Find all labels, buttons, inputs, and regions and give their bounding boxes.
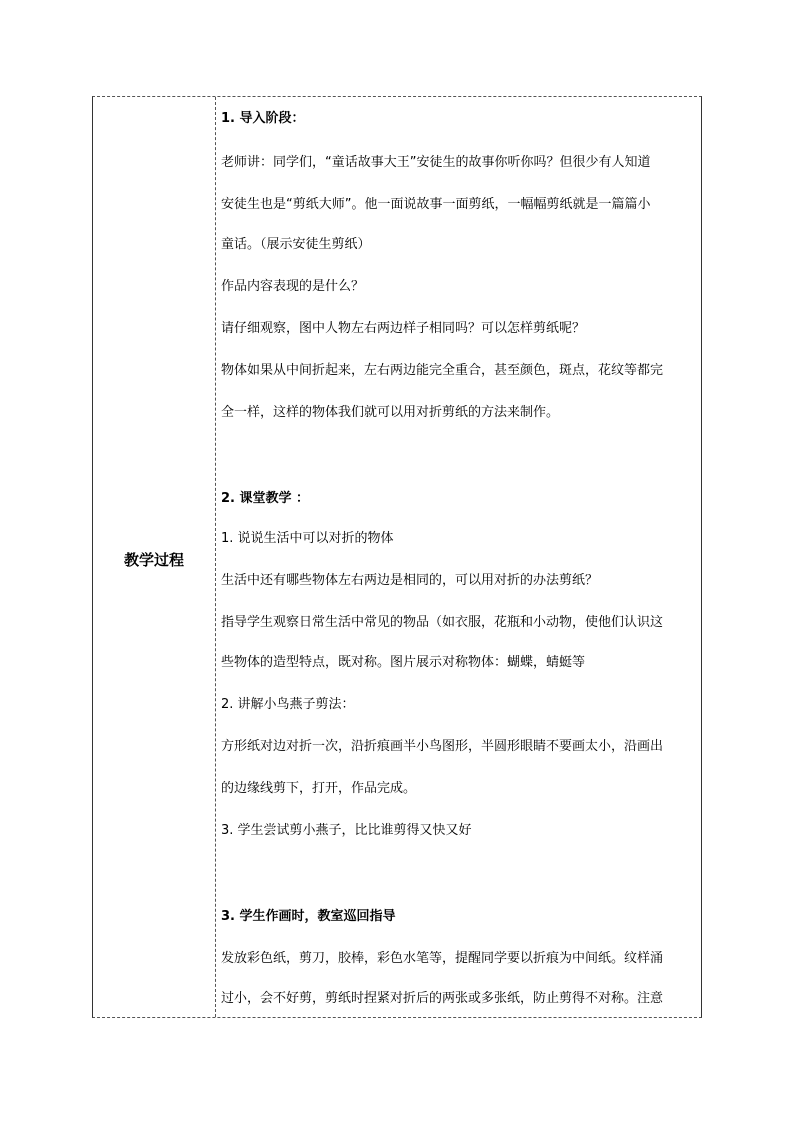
paragraph-line: 3. 学生尝试剪小燕子，比比谁剪得又快又好: [221, 823, 472, 838]
paragraph-line: 的边缘线剪下，打开，作品完成。: [221, 781, 417, 796]
paragraph-line: 生活中还有哪些物体左右两边是相同的，可以用对折的办法剪纸？: [221, 573, 599, 588]
section-heading: 2. 课堂教学 ：: [221, 491, 310, 506]
paragraph-line: 些物体的造型特点，既对称。图片展示对称物体：蝴蝶，蜻蜓等: [221, 655, 586, 670]
label-cell: [93, 97, 215, 1017]
paragraph-line: 老师讲：同学们，“童话故事大王”安徒生的故事你听你吗？但很少有人知道: [221, 155, 651, 170]
paragraph-line: 方形纸对边对折一次，沿折痕画半小鸟图形，半圆形眼睛不要画太小，沿画出: [221, 739, 664, 754]
paragraph-line: 童话。（展示安徒生剪纸）: [221, 237, 371, 252]
paragraph-line: 过小，会不好剪，剪纸时捏紧对折后的两张或多张纸，防止剪得不对称。注意: [221, 991, 664, 1006]
section-heading: 3. 学生作画时，教室巡回指导: [221, 909, 396, 924]
paragraph-line: 1. 说说生活中可以对折的物体: [221, 531, 394, 546]
content-cell: [221, 97, 699, 1017]
paragraph-line: 全一样，这样的物体我们就可以用对折剪纸的方法来制作。: [221, 405, 560, 420]
row-label-teaching-process: 教学过程: [123, 551, 184, 569]
paragraph-line: 发放彩色纸，剪刀，胶棒，彩色水笔等，提醒同学要以折痕为中间纸。纹样涌: [221, 951, 664, 966]
section-heading: 1. 导入阶段：: [221, 111, 305, 126]
lesson-table: [92, 96, 702, 1018]
paragraph-line: 物体如果从中间折起来，左右两边能完全重合，甚至颜色，斑点，花纹等都完: [221, 363, 664, 378]
paragraph-line: 作品内容表现的是什么？: [221, 279, 365, 294]
paragraph-line: 安徒生也是“剪纸大师”。他一面说故事一面剪纸，一幅幅剪纸就是一篇篇小: [221, 197, 651, 212]
paragraph-line: 2. 讲解小鸟燕子剪法：: [221, 697, 355, 712]
paragraph-line: 指导学生观察日常生活中常见的物品（如衣服，花瓶和小动物，使他们认识这: [221, 615, 664, 630]
column-divider: [215, 97, 216, 1017]
paragraph-line: 请仔细观察，图中人物左右两边样子相同吗？可以怎样剪纸呢？: [221, 321, 586, 336]
